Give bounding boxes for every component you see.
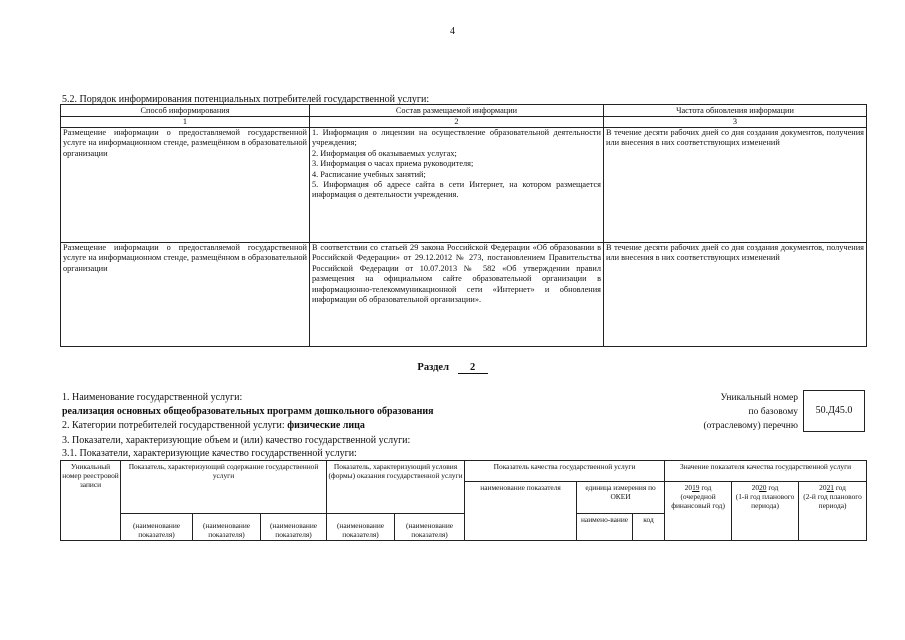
unique-label-line: по базовому [748, 407, 798, 417]
header-indicator-name: наименование показателя [465, 482, 577, 541]
informing-table [60, 104, 867, 347]
table-row [61, 128, 867, 243]
header-unique-number: Уникальный номер реестровой записи [61, 461, 121, 541]
header-year-1 [665, 482, 732, 541]
year-value: 20 [759, 483, 767, 492]
frequency-cell: В течение десяти рабочих дней со дня создания документов, получения или внесения в них соответствующих изменений [604, 128, 867, 243]
header-unit-name: наимено-вание [577, 514, 633, 541]
category-label: 2. Категории потребителей государственной услуги: [62, 420, 285, 431]
category-value: физические лица [287, 420, 365, 431]
frequency-cell: В течение десяти рабочих дней со дня создания документов, получения или внесения в них соответствующих изменений [604, 243, 867, 347]
header-content-indicator: Показатель, характеризующий содержание государственной услуги [121, 461, 327, 514]
year-prefix: 20 [819, 483, 827, 492]
section-5-2-heading: 5.2. Порядок информирования потенциальных потребителей государственной услуги: [62, 94, 430, 105]
year-prefix: 20 [684, 483, 693, 492]
header-conditions-indicator: Показатель, характеризующий условия (формы) оказания государственной услуги [327, 461, 465, 514]
page-number: 4 [450, 26, 455, 37]
header-method: Способ информирования [61, 105, 310, 117]
unique-number-label [660, 391, 798, 433]
year-description: (1-й год планового периода) [735, 492, 795, 510]
sub-indicator-name: (наименование показателя) [193, 514, 261, 541]
service-name-label: 1. Наименование государственной услуги: [62, 392, 243, 403]
razdel-label: Раздел [417, 362, 449, 373]
header-quality-indicator: Показатель качества государственной услуги [465, 461, 665, 482]
service-name-value: реализация основных общеобразовательных программ дошкольного образования [62, 406, 434, 417]
consumer-category [62, 420, 365, 431]
content-line: 5. Информация об адресе сайта в сети Интернет, на котором размещается информация о деятельности учреждения. [312, 180, 601, 200]
table-row [61, 243, 867, 347]
header-indicator-values: Значение показателя качества государственной услуги [665, 461, 867, 482]
method-cell: Размещение информации о предоставляемой государственной услуге на информационном стенде, размещённом в образовательной организации [61, 128, 310, 243]
year-value: 19 [692, 483, 700, 492]
content-line: 3. Информация о часах приема руководителя; [312, 159, 474, 169]
sub-indicator-name: (наименование показателя) [121, 514, 193, 541]
col-number-1: 1 [61, 117, 310, 128]
sub-indicator-name: (наименование показателя) [261, 514, 327, 541]
col-number-3: 3 [604, 117, 867, 128]
year-value: 21 [826, 483, 834, 492]
unique-label-line: (отраслевому) перечню [703, 421, 798, 431]
content-cell: В соответствии со статьей 29 закона Российской Федерации «Об образовании в Российской Федерации» от 29.12.2012 № 273, постановлением Правительства Российской Федерации от 10.07.2013 № 582 «Об утверждении правил размещения на официальном сайте образовательной организации в информационно-телекоммуникационной сети «Интернет» и обновления информации об образовательной организации». [310, 243, 604, 347]
year-suffix: год [835, 483, 846, 492]
quality-label: 3.1. Показатели, характеризующие качество государственной услуги: [62, 448, 357, 459]
header-year-2 [732, 482, 799, 541]
content-cell [310, 128, 604, 243]
header-frequency: Частота обновления информации [604, 105, 867, 117]
razdel-number: 2 [458, 362, 488, 374]
year-description: (очередной финансовый год) [671, 492, 725, 510]
header-unit-okei: единица измерения по ОКЕИ [577, 482, 665, 514]
header-year-3 [799, 482, 867, 541]
year-suffix: год [701, 483, 712, 492]
content-line: 2. Информация об оказываемых услугах; [312, 148, 457, 158]
content-line: 1. Информация о лицензии на осуществление образовательной деятельности учреждения; [312, 128, 601, 148]
col-number-2: 2 [310, 117, 604, 128]
year-prefix: 20 [751, 483, 760, 492]
method-cell: Размещение информации о предоставляемой государственной услуге на информационном стенде, размещённом в образовательной организации [61, 243, 310, 347]
indicators-label: 3. Показатели, характеризующие объем и (или) качество государственной услуги: [62, 435, 411, 446]
content-line: 4. Расписание учебных занятий; [312, 169, 426, 179]
unique-label-line: Уникальный номер [720, 393, 798, 403]
sub-indicator-name: (наименование показателя) [327, 514, 395, 541]
year-description: (2-й год планового периода) [803, 492, 862, 510]
section-title [0, 362, 905, 374]
sub-indicator-name: (наименование показателя) [395, 514, 465, 541]
quality-indicators-table [60, 460, 867, 541]
header-content: Состав размещаемой информации [310, 105, 604, 117]
year-suffix: год [768, 483, 779, 492]
unique-number-box: 50.Д45.0 [803, 390, 865, 432]
header-unit-code: код [633, 514, 665, 541]
